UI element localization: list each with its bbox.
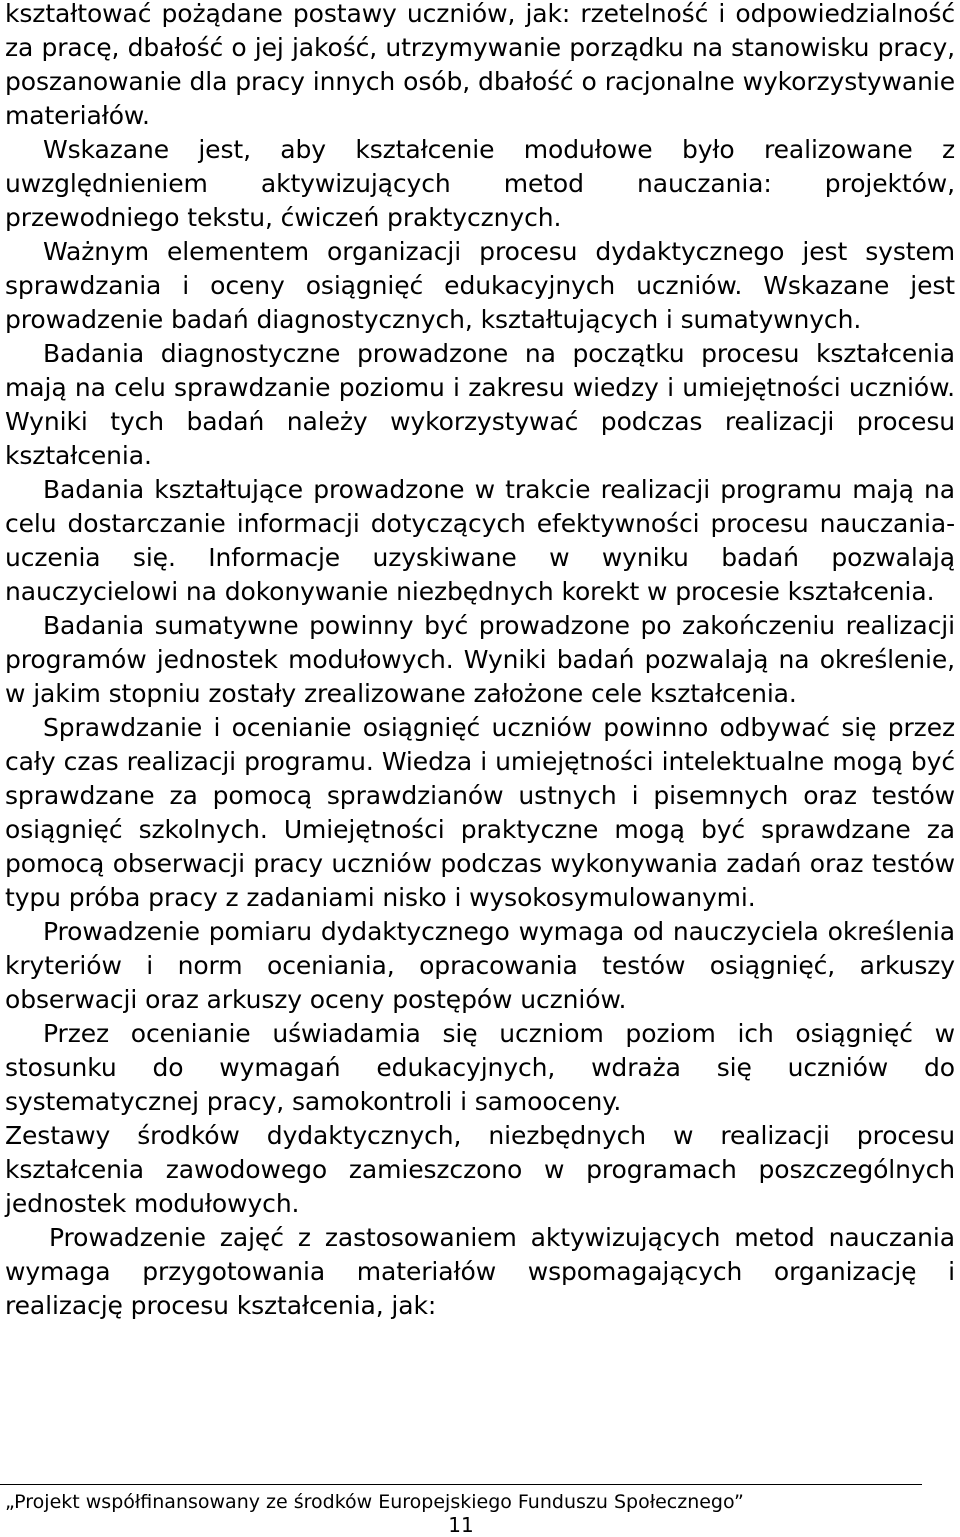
paragraph-teaching-aids: Zestawy środków dydaktycznych, niezbędnych w realizacji procesu kształcenia zawodowego zamieszczono w programach poszczególnych jednostek modułowych. [5,1121,955,1218]
paragraph-active-methods: Prowadzenie zajęć z zastosowaniem aktywizujących metod nauczania wymaga przygotowania materiałów wspomagających organizację i realizację procesu kształcenia, jak: [5,1223,955,1320]
paragraph-diagnostic-tests: Badania diagnostyczne prowadzone na początku procesu kształcenia mają na celu sprawdzanie poziomu i zakresu wiedzy i umiejętności uczniów. Wyniki tych badań należy wykorzystywać podczas realizacji procesu kształcenia. [5,339,955,470]
paragraph-assessment-system: Ważnym elementem organizacji procesu dydaktycznego jest system sprawdzania i oceny osiągnięć edukacyjnych uczniów. Wskazane jest prowadzenie badań diagnostycznych, kształtujących i sumatywnych. [5,237,955,334]
paragraph-summative-tests: Badania sumatywne powinny być prowadzone po zakończeniu realizacji programów jednostek modułowych. Wyniki badań pozwalają na określenie, w jakim stopniu zostały zrealizowane założone cele kształcenia. [5,611,955,708]
footer-project-note: „Projekt współfinansowany ze środków Europejskiego Funduszu Społecznego” [5,1491,744,1513]
paragraph-formative-tests: Badania kształtujące prowadzone w trakcie realizacji programu mają na celu dostarczanie informacji dotyczących efektywności procesu nauczania-uczenia się. Informacje uzyskiwane w wyniku badań pozwalają nauczycielowi na dokonywanie niezbędnych korekt w procesie kształcenia. [5,475,955,606]
paragraph-checking-achievements: Sprawdzanie i ocenianie osiągnięć uczniów powinno odbywać się przez cały czas realizacji programu. Wiedza i umiejętności intelektualne mogą być sprawdzane za pomocą sprawdzianów ustnych i pisemnych oraz testów osiągnięć szkolnych. Umiejętności praktyczne mogą być sprawdzane za pomocą obserwacji pracy uczniów podczas wykonywania zadań oraz testów typu próba pracy z zadaniami nisko i wysokosymulowanymi. [5,713,955,912]
paragraph-didactic-measurement: Prowadzenie pomiaru dydaktycznego wymaga od nauczyciela określenia kryteriów i norm oceniania, opracowania testów osiągnięć, arkuszy obserwacji oraz arkuszy oceny postępów uczniów. [5,917,955,1014]
document-page [5,0,955,1323]
page-number: 11 [448,1513,474,1537]
footer-divider [0,1484,922,1485]
paragraph-teaching-methods: Wskazane jest, aby kształcenie modułowe było realizowane z uwzględnieniem aktywizujących metod nauczania: projektów, przewodniego tekstu, ćwiczeń praktycznych. [5,135,955,232]
paragraph-continuation: kształtować pożądane postawy uczniów, jak: rzetelność i odpowiedzialność za pracę, dbałość o jej jakość, utrzymywanie porządku na stanowisku pracy, poszanowanie dla pracy innych osób, dbałość o racjonalne wykorzystywanie materiałów. [5,0,955,130]
paragraph-grading-awareness: Przez ocenianie uświadamia się uczniom poziom ich osiągnięć w stosunku do wymagań edukacyjnych, wdraża się uczniów do systematycznej pracy, samokontroli i samooceny. [5,1019,955,1116]
